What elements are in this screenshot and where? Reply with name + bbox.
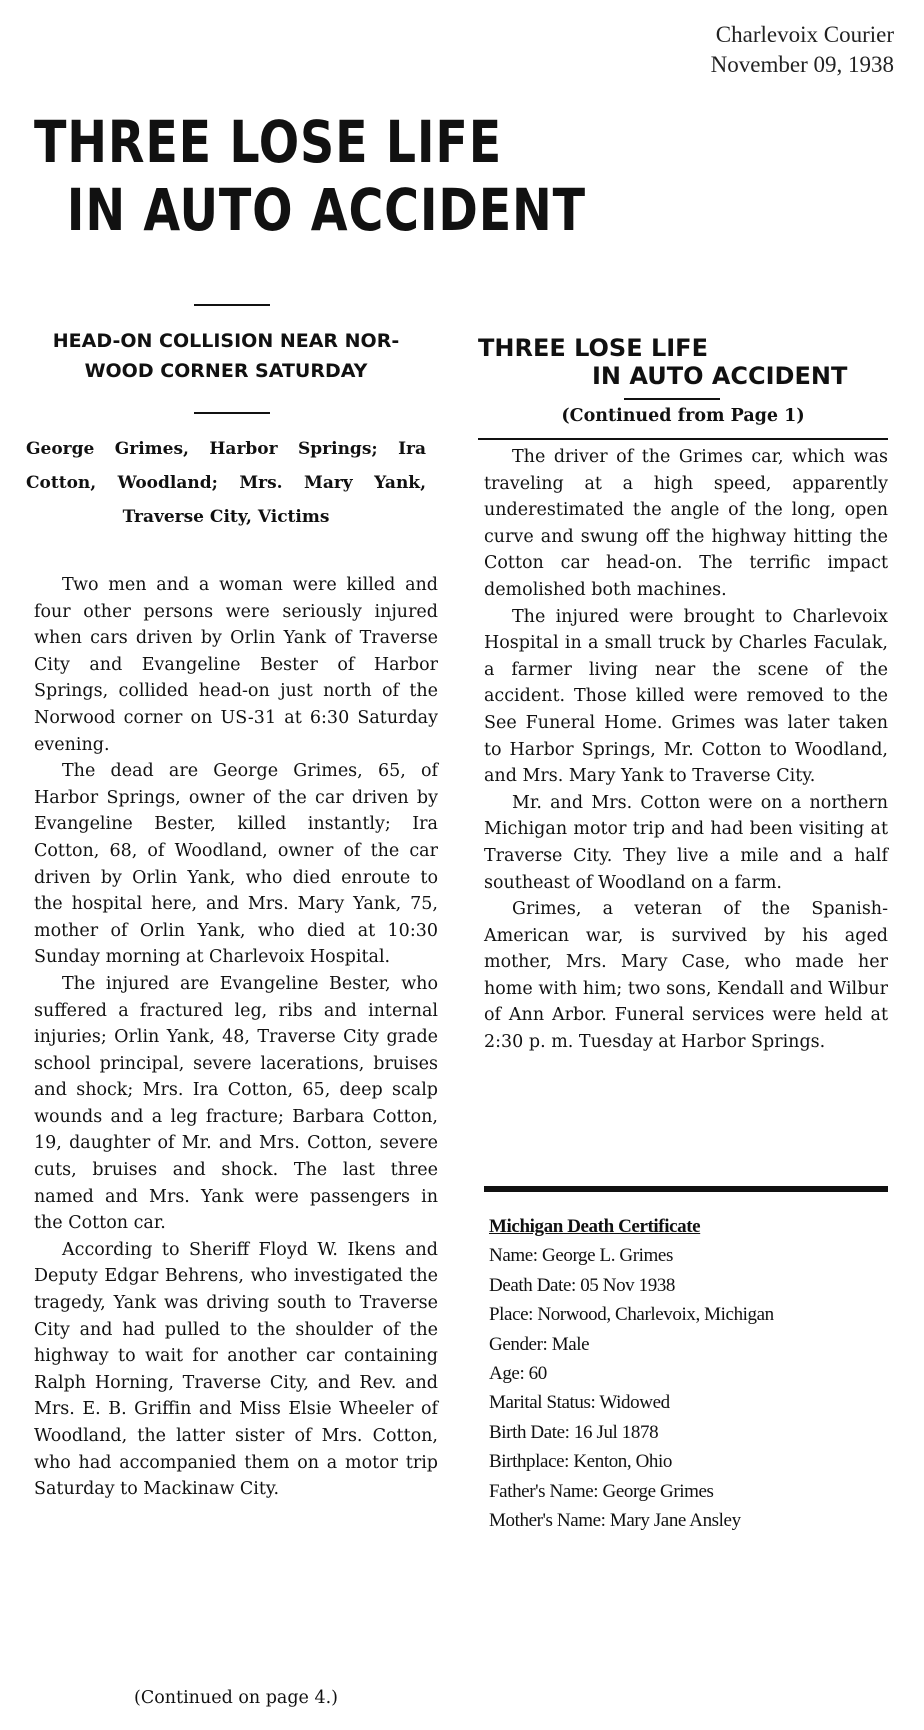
certificate-field: Birthplace: Kenton, Ohio xyxy=(489,1451,672,1473)
certificate-field: Gender: Male xyxy=(489,1333,590,1355)
certificate-title: Michigan Death Certificate xyxy=(489,1216,701,1237)
divider-rule xyxy=(194,412,270,414)
paragraph: Grimes, a veteran of the Spanish-American war, is survived by his aged mother, Mrs. Mary Case, who made her home with him; two sons, Kendall and Wilbur of Ann Arbor. Funeral services were held at 2:30 p. m. Tuesday at Harbor Springs. xyxy=(484,899,888,1053)
divider-rule xyxy=(194,304,270,306)
paragraph: Mr. and Mrs. Cotton were on a northern Michigan motor trip and had been visiting at Traverse City. They live a mile and a half southeast of Woodland on a farm. xyxy=(484,792,888,893)
paragraph: The driver of the Grimes car, which was traveling at a high speed, apparently underestimated the angle of the long, open curve and swung off the highway hitting the Cotton car head-on. The terrific impact demolished both machines. xyxy=(484,447,888,600)
publication-name: Charlevoix Courier xyxy=(715,22,894,47)
certificate-field: Birth Date: 16 Jul 1878 xyxy=(489,1421,659,1443)
continued-on-note: (Continued on page 4.) xyxy=(134,1688,338,1708)
column-top-rule xyxy=(478,438,888,440)
death-certificate xyxy=(489,1212,889,1535)
subheadline: HEAD-ON COLLISION NEAR NOR-WOOD CORNER SATURDAY xyxy=(52,330,400,382)
certificate-field: Father's Name: George Grimes xyxy=(489,1480,714,1502)
victims-deck: George Grimes, Harbor Springs; Ira Cotton, Woodland; Mrs. Mary Yank, Traverse City, Victims xyxy=(26,439,426,527)
certificate-field: Place: Norwood, Charlevoix, Michigan xyxy=(489,1304,774,1326)
certificate-field: Marital Status: Widowed xyxy=(489,1392,670,1414)
main-headline xyxy=(34,108,586,244)
divider-rule xyxy=(624,398,720,400)
paragraph: The injured are Evangeline Bester, who suffered a fractured leg, ribs and internal injuries; Orlin Yank, 48, Traverse City grade school principal, severe lacerations, bruises and shock; Mrs. Ira Cotton, 65, deep scalp wounds and a leg fracture; Barbara Cotton, 19, daughter of Mr. and Mrs. Cotton, severe cuts, bruises and shock. The last three named and Mrs. Yank were passengers in the Cotton car. xyxy=(34,973,438,1234)
certificate-field: Name: George L. Grimes xyxy=(489,1245,673,1267)
source-header xyxy=(594,20,894,80)
certificate-field: Age: 60 xyxy=(489,1363,547,1385)
certificate-field: Death Date: 05 Nov 1938 xyxy=(489,1274,676,1296)
continued-from-note: (Continued from Page 1) xyxy=(561,406,805,426)
paragraph: According to Sheriff Floyd W. Ikens and Deputy Edgar Behrens, who investigated the tragedy, Yank was driving south to Traverse City and had pulled to the shoulder of the highway to wait for another car containing Ralph Horning, Traverse City, and Rev. and Mrs. E. B. Griffin and Miss Elsie Wheeler of Woodland, the latter sister of Mrs. Cotton, who had accompanied them on a motor trip Saturday to Mackinaw City. xyxy=(34,1239,438,1500)
paragraph: The dead are George Grimes, 65, of Harbor Springs, owner of the car driven by Evangeline Bester, killed instantly; Ira Cotton, 68, of Woodland, owner of the car driven by Orlin Yank, who died enroute to the hospital here, and Mrs. Mary Yank, 75, mother of Orlin Yank, who died at 10:30 Sunday morning at Charlevoix Hospital. xyxy=(34,761,438,968)
certificate-field: Mother's Name: Mary Jane Ansley xyxy=(489,1510,741,1532)
paragraph: Two men and a woman were killed and four other persons were seriously injured when cars driven by Orlin Yank of Traverse City and Evangeline Bester of Harbor Springs, collided head-on just north of the Norwood corner on US-31 at 6:30 Saturday evening. xyxy=(34,575,438,755)
headline-line-1: THREE LOSE LIFE xyxy=(34,108,503,176)
publication-date: November 09, 1938 xyxy=(710,52,894,77)
continuation-headline-line-2: IN AUTO ACCIDENT xyxy=(592,362,848,390)
continuation-headline-line-1: THREE LOSE LIFE xyxy=(478,334,708,362)
continuation-headline xyxy=(478,334,888,390)
left-column xyxy=(34,572,438,1503)
right-column xyxy=(484,444,888,1056)
paragraph: The injured were brought to Charlevoix Hospital in a small truck by Charles Faculak, a farmer living near the scene of the accident. Those killed were removed to the See Funeral Home. Grimes was later taken to Harbor Springs, Mr. Cotton to Woodland, and Mrs. Mary Yank to Traverse City. xyxy=(484,606,888,787)
heavy-separator xyxy=(484,1186,888,1192)
headline-line-2: IN AUTO ACCIDENT xyxy=(66,176,586,244)
